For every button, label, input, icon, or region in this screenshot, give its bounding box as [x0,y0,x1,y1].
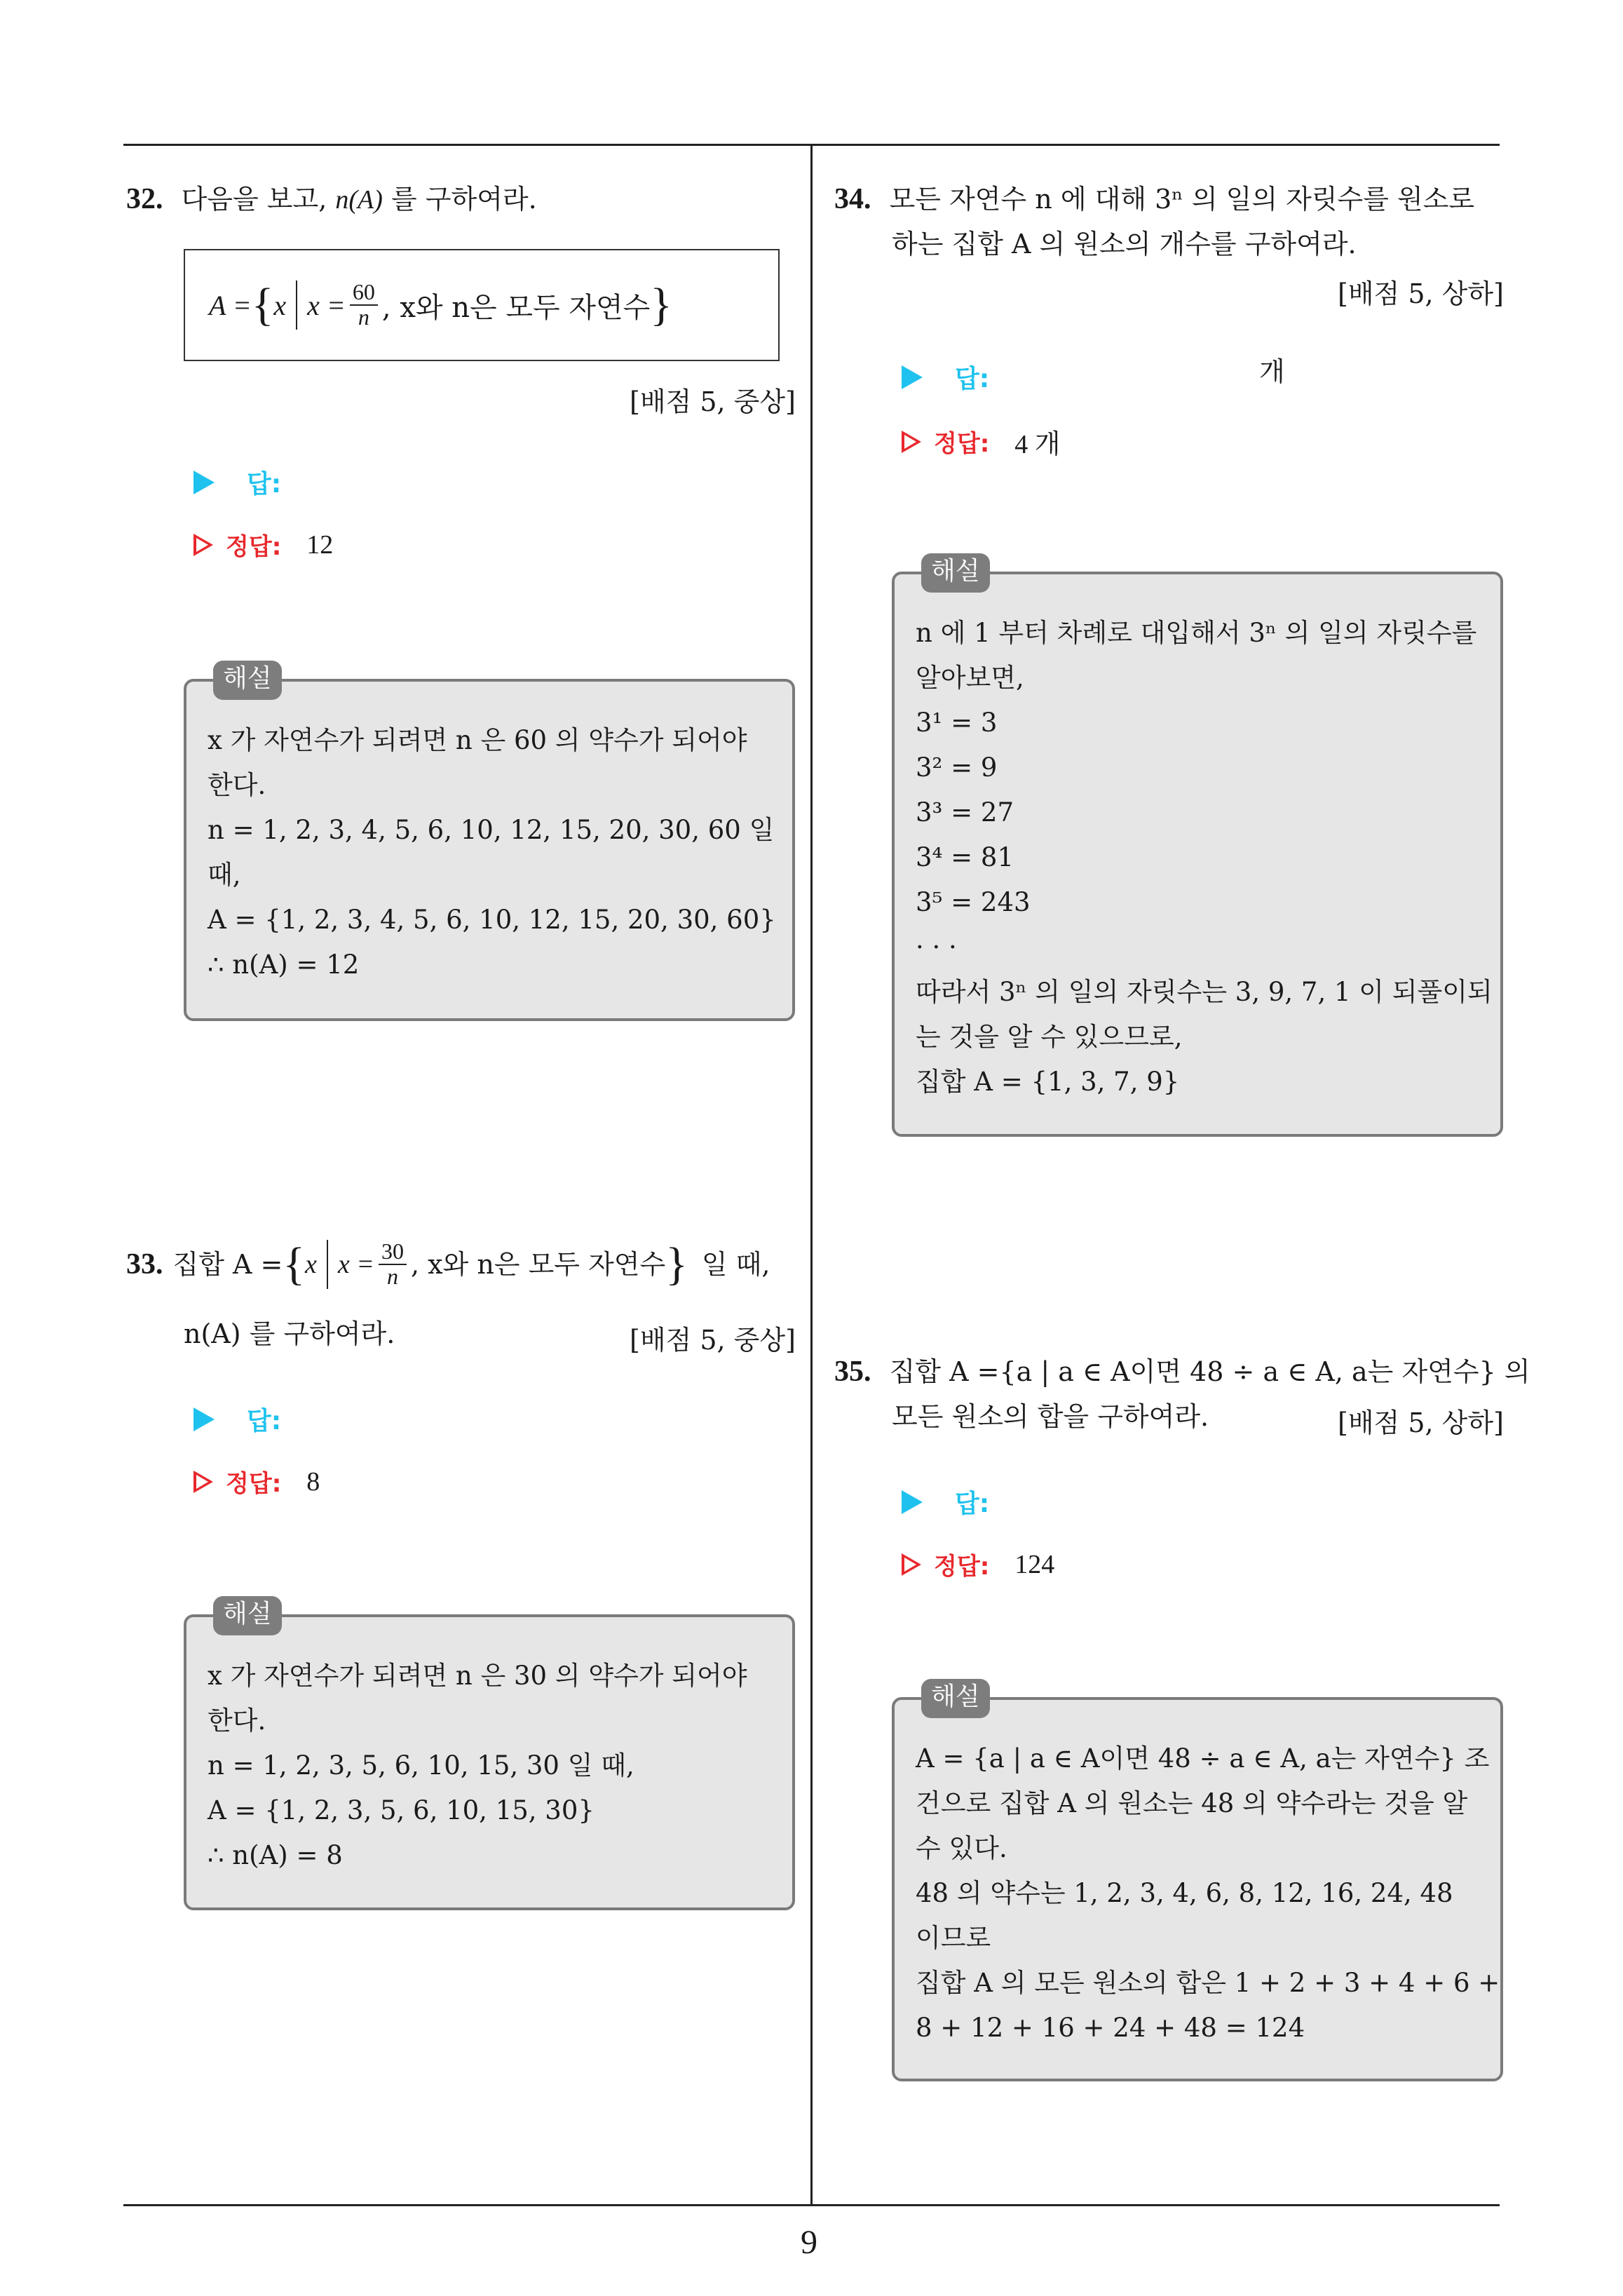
correct-value: 4 개 [1014,430,1061,459]
solution-line: n = 1, 2, 3, 5, 6, 10, 15, 30 일 때, [208,1750,634,1781]
left-brace: { [283,1238,306,1290]
formula-x: x [305,1250,317,1279]
question-34 [834,177,1474,222]
solution-line: 3³ = 27 [916,797,1014,828]
question-number: 34. [834,183,871,215]
answer-row [902,1484,989,1520]
fraction-denominator: n [358,304,369,330]
answer-label: 답: [955,365,990,393]
solution-line: x 가 자연수가 되려면 n 은 60 의 약수가 되어야 [208,725,747,755]
answer-arrow-icon [193,471,215,494]
answer-label: 답: [247,1407,282,1436]
score-label: [배점 5, 상하] [1338,278,1504,309]
solution-line: 따라서 3ⁿ 의 일의 자릿수는 3, 9, 7, 1 이 되풀이되 [916,977,1493,1007]
left-brace: { [251,279,274,330]
correct-arrow-icon [902,1553,921,1576]
formula-tail: , x와 n은 모두 자연수 [410,1249,666,1280]
correct-arrow-icon [902,431,921,453]
solution-line: 이므로 [916,1923,991,1953]
formula-eq: x = [337,1250,374,1279]
question-text: 모든 자연수 n 에 대해 3ⁿ 의 일의 자릿수를 원소로 [889,184,1475,215]
question-text: 집합 A ={a | a ∈ A이면 48 ÷ a ∈ A, a는 자연수} 의 [889,1356,1530,1387]
solution-line: 3⁴ = 81 [916,842,1014,872]
answer-label: 답: [955,1490,990,1518]
fraction [350,281,378,329]
solution-line: 집합 A = {1, 3, 7, 9} [916,1067,1180,1097]
solution-line: 는 것을 알 수 있으므로, [916,1022,1183,1052]
score-label: [배점 5, 중상] [630,386,796,417]
solution-tag: 해설 [213,661,282,700]
correct-value: 8 [306,1466,320,1497]
solution-line: A = {1, 2, 3, 5, 6, 10, 15, 30} [208,1795,595,1825]
correct-value: 12 [306,529,334,560]
answer-row [902,359,989,395]
answer-row [193,1401,281,1437]
set-definition-box [184,249,780,361]
score-label: [배점 5, 중상] [630,1325,796,1356]
column-divider [810,144,813,2206]
correct-arrow-icon [193,1471,213,1493]
question-33-line2: n(A) 를 구하여라. [184,1318,395,1349]
solution-line: A = {a | a ∈ A이면 48 ÷ a ∈ A, a는 자연수} 조 [916,1743,1490,1774]
formula-lhs: A = [209,289,252,321]
fraction-denominator: n [386,1264,398,1289]
solution-line: 한다. [208,770,266,800]
formula-tail: , x와 n은 모두 자연수 [381,291,651,324]
solution-line: 3⁵ = 243 [916,887,1031,917]
solution-line: ∴ n(A) = 8 [208,1840,343,1870]
correct-label: 정답: [226,533,282,561]
formula-x: x [273,289,287,321]
solution-line: 때, [208,860,241,890]
set-bar [296,281,297,330]
correct-arrow-icon [193,534,213,556]
solution-line: 수 있다. [916,1833,1007,1863]
question-32 [126,177,537,222]
bottom-rule [123,2204,1500,2206]
score-label: [배점 5, 상하] [1338,1407,1504,1438]
correct-answer-row [193,527,333,562]
page-number: 9 [801,2224,817,2261]
solution-tag: 해설 [213,1596,282,1635]
question-number: 35. [834,1356,871,1388]
solution-box [184,664,795,1021]
correct-label: 정답: [934,1553,990,1581]
solution-tag: 해설 [921,553,990,593]
correct-answer-row [902,1547,1054,1581]
question-35 [834,1349,1530,1394]
answer-arrow-icon [902,365,923,389]
correct-value: 124 [1014,1549,1055,1579]
answer-arrow-icon [902,1490,923,1514]
solution-line: x 가 자연수가 되려면 n 은 30 의 약수가 되어야 [208,1661,747,1691]
question-number: 32. [126,183,163,215]
solution-line: 건으로 집합 A 의 원소는 48 의 약수라는 것을 알 [916,1788,1468,1818]
question-34-line2: 하는 집합 A 의 원소의 개수를 구하여라. [892,229,1357,259]
answer-arrow-icon [193,1407,215,1431]
solution-line: 한다. [208,1706,266,1736]
answer-row [193,464,281,500]
solution-line: 3¹ = 3 [916,708,998,738]
set-bar [327,1240,328,1289]
answer-unit: 개 [1259,356,1285,387]
fraction-numerator: 30 [379,1240,407,1265]
solution-box [892,557,1503,1137]
solution-line: 3² = 9 [916,752,998,783]
solution-box [892,1682,1503,2081]
question-35-line2: 모든 원소의 합을 구하여라. [892,1401,1209,1432]
question-text: 다음을 보고, [181,184,327,215]
solution-line: 8 + 12 + 16 + 24 + 48 = 124 [916,2013,1305,2043]
solution-line: 48 의 약수는 1, 2, 3, 4, 6, 8, 12, 16, 24, 48 [916,1878,1453,1908]
question-number: 33. [126,1248,163,1281]
solution-line: n = 1, 2, 3, 4, 5, 6, 10, 12, 15, 20, 30, 60 일 [208,815,775,845]
answer-label: 답: [247,470,282,499]
question-text: 일 때, [701,1249,770,1280]
solution-box [184,1600,795,1910]
formula-eq: x = [307,289,346,321]
right-brace: } [650,279,672,330]
solution-line: A = {1, 2, 3, 4, 5, 6, 10, 12, 15, 20, 30, 60} [208,905,776,935]
question-33 [126,1240,770,1289]
question-text: 집합 A = [172,1249,283,1280]
correct-answer-row [902,422,1061,461]
solution-line: n 에 1 부터 차례로 대입해서 3ⁿ 의 일의 자릿수를 [916,618,1477,648]
question-math: n(A) [335,185,383,215]
fraction-numerator: 60 [350,281,378,306]
fraction [379,1240,407,1288]
solution-tag: 해설 [921,1679,990,1718]
solution-line: 알아보면, [916,663,1024,693]
correct-answer-row [193,1464,320,1499]
correct-label: 정답: [226,1470,282,1498]
solution-line: ∴ n(A) = 12 [208,950,360,980]
question-text: 를 구하여라. [391,184,537,215]
solution-line: 집합 A 의 모든 원소의 합은 1 + 2 + 3 + 4 + 6 + [916,1968,1500,1998]
solution-line: · · · [916,932,957,962]
right-brace: } [665,1238,688,1290]
correct-label: 정답: [934,430,990,458]
